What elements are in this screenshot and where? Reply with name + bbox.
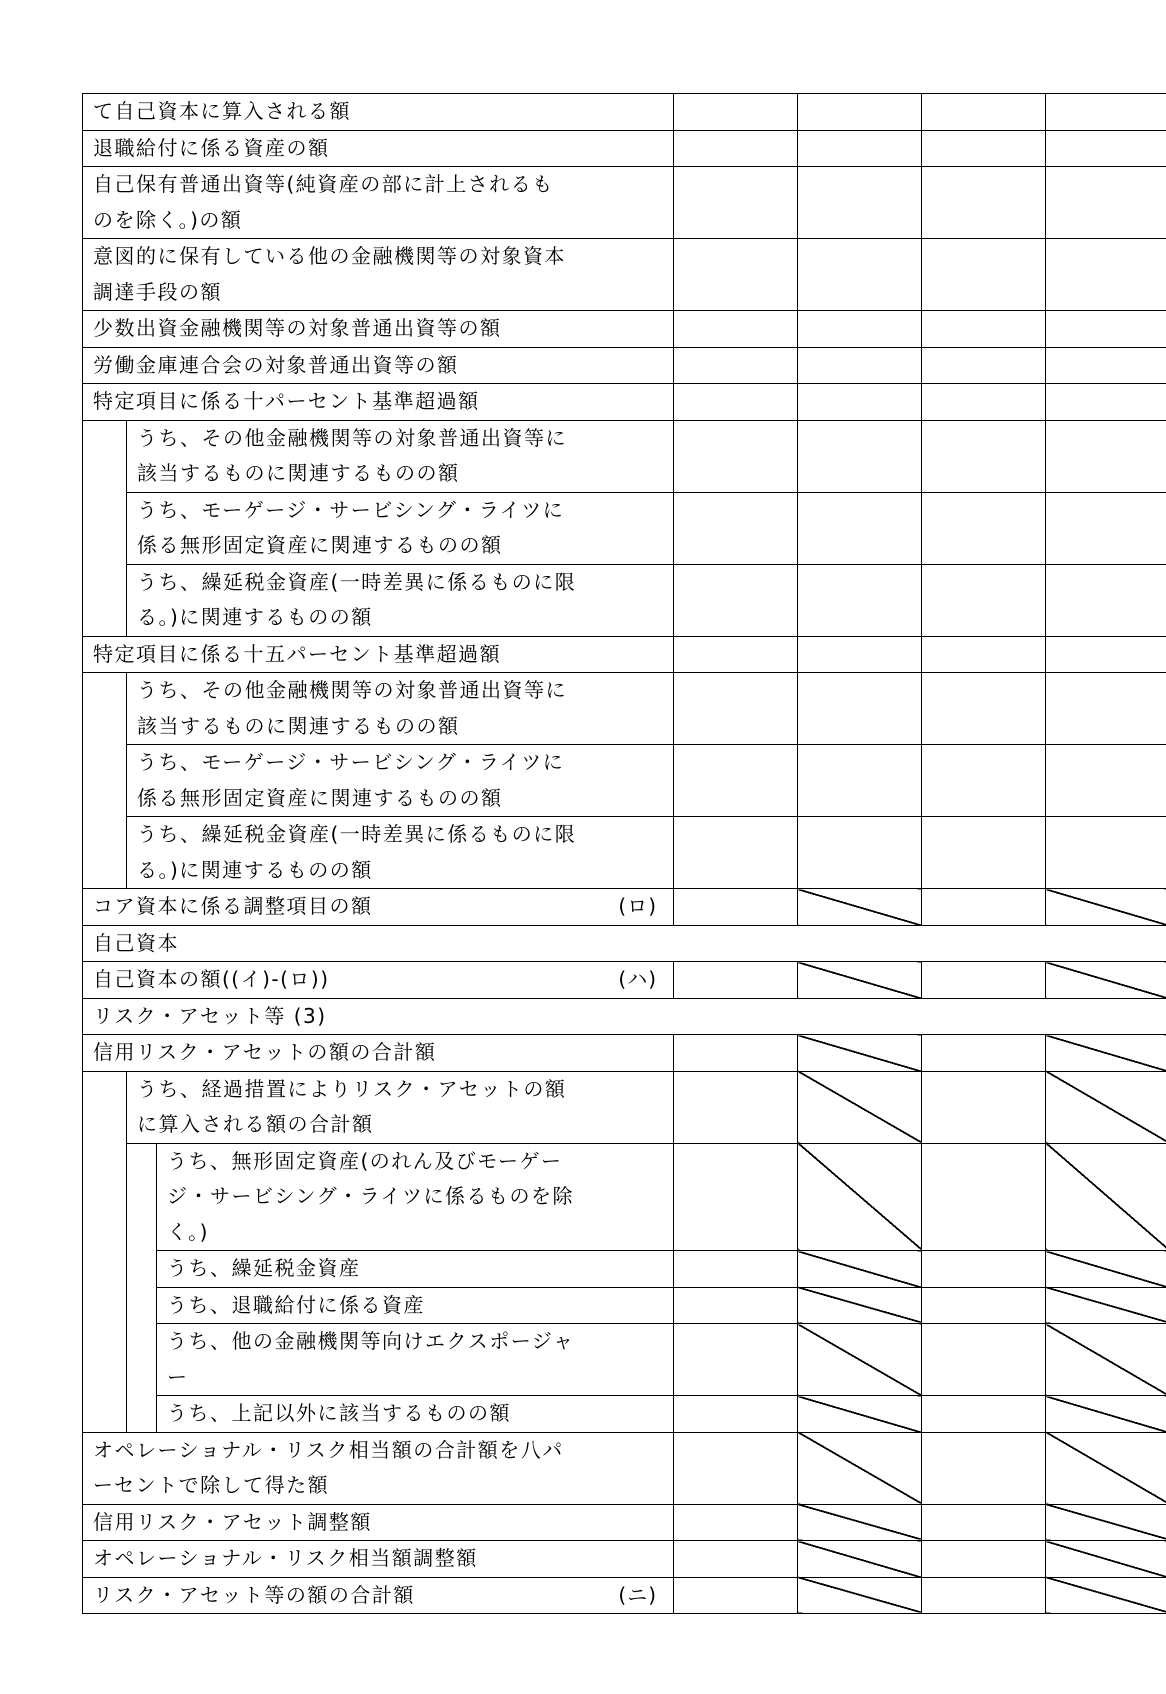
value-cell[interactable] (674, 1504, 798, 1541)
table-row (83, 384, 1166, 421)
value-cell-crossed (798, 1035, 922, 1072)
value-cell[interactable] (798, 311, 922, 348)
table-row (83, 94, 1166, 131)
value-cell[interactable] (922, 1035, 1046, 1072)
value-cell[interactable] (674, 347, 798, 384)
table-row (83, 889, 1166, 926)
label-line: て自己資本に算入される額 (93, 99, 351, 123)
value-cell[interactable] (674, 1432, 798, 1504)
label-line: 退職給付に係る資産の額 (93, 135, 330, 160)
value-cell[interactable] (798, 745, 922, 817)
label-line: リスク・アセット等の額の合計額 (ニ) (93, 1578, 669, 1614)
row-label (83, 384, 674, 421)
value-cell[interactable] (798, 94, 922, 131)
label-line: る。)に関連するものの額 (137, 605, 373, 629)
value-cell-crossed (798, 1324, 922, 1396)
label-line: 自己資本の額((イ)-(ロ)) (ハ) (93, 962, 669, 998)
value-cell[interactable] (1046, 239, 1166, 311)
row-label (83, 889, 674, 926)
value-cell[interactable] (922, 564, 1046, 636)
row-label (157, 1251, 674, 1288)
value-cell[interactable] (922, 311, 1046, 348)
table-row (83, 420, 1166, 492)
label-line: コア資本に係る調整項目の額 (ロ) (93, 889, 669, 925)
table-row (83, 1143, 1166, 1251)
row-label (157, 1287, 674, 1324)
value-cell[interactable] (674, 1071, 798, 1143)
value-cell-crossed (798, 962, 922, 999)
row-label (157, 1396, 674, 1433)
value-cell-crossed (1046, 1071, 1166, 1143)
value-cell[interactable] (922, 1432, 1046, 1504)
value-cell[interactable] (922, 130, 1046, 167)
row-label (83, 347, 674, 384)
value-cell[interactable] (798, 420, 922, 492)
value-cell[interactable] (1046, 745, 1166, 817)
value-cell[interactable] (674, 1251, 798, 1288)
label-line: に算入される額の合計額 (137, 1112, 374, 1136)
value-cell[interactable] (674, 564, 798, 636)
label-line: のを除く。)の額 (93, 207, 243, 232)
row-label (83, 94, 674, 131)
value-cell-crossed (1046, 1577, 1166, 1614)
row-label (127, 564, 674, 636)
value-cell[interactable] (674, 167, 798, 239)
label-line: うち、他の金融機関等向けエクスポージャ (167, 1329, 575, 1353)
value-cell[interactable] (798, 492, 922, 564)
value-cell[interactable] (674, 636, 798, 673)
value-cell-crossed (1046, 1287, 1166, 1324)
value-cell[interactable] (674, 311, 798, 348)
table-row (83, 1071, 1166, 1143)
value-cell[interactable] (798, 239, 922, 311)
value-cell[interactable] (922, 636, 1046, 673)
value-cell[interactable] (1046, 311, 1166, 348)
value-cell[interactable] (922, 167, 1046, 239)
value-cell[interactable] (1046, 420, 1166, 492)
value-cell[interactable] (674, 962, 798, 999)
value-cell[interactable] (922, 1251, 1046, 1288)
table-row (83, 167, 1166, 239)
value-cell-crossed (1046, 1324, 1166, 1396)
label-line: く。) (167, 1219, 209, 1244)
label-line: 少数出資金融機関等の対象普通出資等の額 (93, 316, 502, 340)
value-cell[interactable] (1046, 167, 1166, 239)
value-cell[interactable] (922, 673, 1046, 745)
value-cell[interactable] (922, 347, 1046, 384)
value-cell-crossed (798, 1143, 922, 1251)
value-cell-crossed (798, 1432, 922, 1504)
table-row (83, 492, 1166, 564)
value-cell-crossed (1046, 1432, 1166, 1504)
row-tag: (ロ) (618, 894, 657, 918)
value-cell[interactable] (922, 817, 1046, 889)
value-cell-crossed (798, 1251, 922, 1288)
table-row (83, 998, 1166, 1035)
value-cell-crossed (798, 1287, 922, 1324)
label-line: うち、繰延税金資産(一時差異に係るものに限 (137, 569, 577, 594)
value-cell[interactable] (674, 1287, 798, 1324)
capital-adequacy-form-sheet (82, 93, 1086, 1614)
label-line: リスク・アセット等 (3) (93, 1003, 327, 1028)
label-line: 係る無形固定資産に関連するものの額 (137, 533, 503, 557)
row-label (127, 745, 674, 817)
value-cell[interactable] (798, 130, 922, 167)
value-cell[interactable] (922, 1541, 1046, 1578)
label-line: うち、退職給付に係る資産 (167, 1292, 425, 1317)
value-cell[interactable] (674, 1324, 798, 1396)
value-cell[interactable] (922, 745, 1046, 817)
table-row (83, 673, 1166, 745)
table-row (83, 311, 1166, 348)
table-row (83, 745, 1166, 817)
row-label (83, 925, 1166, 962)
table-row (83, 1251, 1166, 1288)
row-label (83, 311, 674, 348)
row-label (127, 420, 674, 492)
label-line: 自己資本 (93, 930, 179, 955)
value-cell[interactable] (674, 239, 798, 311)
row-label (83, 1504, 674, 1541)
label-line: ーセントで除して得た額 (93, 1473, 330, 1497)
label-line: うち、繰延税金資産 (167, 1256, 361, 1280)
label-line: うち、その他金融機関等の対象普通出資等に (137, 678, 567, 702)
value-cell-crossed (1046, 962, 1166, 999)
table-row (83, 1504, 1166, 1541)
value-cell-crossed (1046, 1035, 1166, 1072)
value-cell-crossed (1046, 889, 1166, 926)
value-cell[interactable] (674, 420, 798, 492)
label-line: オペレーショナル・リスク相当額の合計額を八パ (93, 1437, 564, 1462)
value-cell[interactable] (1046, 384, 1166, 421)
value-cell[interactable] (674, 745, 798, 817)
row-label (127, 817, 674, 889)
row-tag: (ニ) (618, 1582, 657, 1607)
row-label (157, 1143, 674, 1251)
value-cell[interactable] (922, 94, 1046, 131)
row-label (83, 1035, 674, 1072)
value-cell[interactable] (1046, 130, 1166, 167)
value-cell[interactable] (922, 962, 1046, 999)
value-cell[interactable] (1046, 817, 1166, 889)
table-row (83, 817, 1166, 889)
value-cell[interactable] (674, 673, 798, 745)
value-cell[interactable] (922, 1287, 1046, 1324)
row-label (157, 1324, 674, 1396)
table-row (83, 962, 1166, 999)
value-cell-crossed (1046, 1504, 1166, 1541)
value-cell-crossed (1046, 1541, 1166, 1578)
row-label (127, 492, 674, 564)
label-line: 特定項目に係る十パーセント基準超過額 (93, 389, 480, 413)
row-label (83, 130, 674, 167)
table-row (83, 925, 1166, 962)
table-row (83, 347, 1166, 384)
table-row (83, 564, 1166, 636)
value-cell[interactable] (922, 239, 1046, 311)
row-label (127, 673, 674, 745)
value-cell[interactable] (674, 1143, 798, 1251)
indent-cell (127, 1143, 157, 1432)
label-line: うち、無形固定資産(のれん及びモーゲー (167, 1148, 563, 1173)
label-line: 特定項目に係る十五パーセント基準超過額 (93, 641, 502, 666)
value-cell[interactable] (922, 1577, 1046, 1614)
label-line: ジ・サービシング・ライツに係るものを除 (167, 1184, 574, 1208)
value-cell[interactable] (922, 889, 1046, 926)
table-row (83, 1324, 1166, 1396)
table-row (83, 239, 1166, 311)
value-cell[interactable] (674, 1541, 798, 1578)
value-cell[interactable] (922, 1396, 1046, 1433)
value-cell[interactable] (1046, 564, 1166, 636)
value-cell[interactable] (1046, 347, 1166, 384)
label-line: ー (167, 1364, 189, 1389)
value-cell[interactable] (922, 1143, 1046, 1251)
label-line: うち、上記以外に該当するものの額 (167, 1401, 511, 1425)
value-cell[interactable] (922, 420, 1046, 492)
value-cell[interactable] (798, 673, 922, 745)
value-cell[interactable] (674, 492, 798, 564)
value-cell-crossed (798, 889, 922, 926)
value-cell[interactable] (674, 94, 798, 131)
value-cell[interactable] (922, 1071, 1046, 1143)
value-cell[interactable] (674, 889, 798, 926)
table-row (83, 1577, 1166, 1614)
table-row (83, 1035, 1166, 1072)
label-line: うち、モーゲージ・サービシング・ライツに (137, 497, 565, 522)
value-cell-crossed (798, 1577, 922, 1614)
indent-cell (83, 1071, 127, 1432)
label-line: 信用リスク・アセット調整額 (93, 1509, 372, 1534)
table-row (83, 130, 1166, 167)
label-line: うち、繰延税金資産(一時差異に係るものに限 (137, 822, 577, 846)
row-label (83, 962, 674, 999)
row-label (83, 636, 674, 673)
row-label (83, 1541, 674, 1578)
label-line: 該当するものに関連するものの額 (137, 713, 460, 738)
value-cell[interactable] (674, 1396, 798, 1433)
row-label (127, 1071, 674, 1143)
label-line: 調達手段の額 (93, 279, 222, 304)
value-cell-crossed (1046, 1251, 1166, 1288)
table-row (83, 1541, 1166, 1578)
row-label (83, 998, 1166, 1035)
value-cell[interactable] (798, 636, 922, 673)
table-body (83, 94, 1166, 1614)
value-cell[interactable] (922, 1324, 1046, 1396)
value-cell[interactable] (922, 492, 1046, 564)
row-tag: (ハ) (618, 967, 657, 991)
value-cell[interactable] (798, 384, 922, 421)
label-line: オペレーショナル・リスク相当額調整額 (93, 1546, 478, 1570)
value-cell[interactable] (674, 130, 798, 167)
table-row (83, 1432, 1166, 1504)
label-line: うち、その他金融機関等の対象普通出資等に (137, 425, 567, 450)
value-cell[interactable] (674, 384, 798, 421)
value-cell[interactable] (798, 347, 922, 384)
value-cell[interactable] (674, 1577, 798, 1614)
value-cell-crossed (798, 1541, 922, 1578)
value-cell-crossed (798, 1504, 922, 1541)
value-cell[interactable] (1046, 636, 1166, 673)
value-cell[interactable] (798, 564, 922, 636)
value-cell[interactable] (798, 167, 922, 239)
row-label (83, 239, 674, 311)
value-cell[interactable] (674, 817, 798, 889)
row-label (83, 1432, 674, 1504)
value-cell-crossed (798, 1071, 922, 1143)
label-line: る。)に関連するものの額 (137, 857, 373, 882)
label-line: 自己保有普通出資等(純資産の部に計上されるも (93, 172, 554, 196)
value-cell[interactable] (922, 1504, 1046, 1541)
label-line: 該当するものに関連するものの額 (137, 461, 460, 485)
label-line: うち、経過措置によりリスク・アセットの額 (137, 1076, 567, 1101)
value-cell[interactable] (1046, 492, 1166, 564)
indent-cell (83, 420, 127, 636)
value-cell[interactable] (798, 817, 922, 889)
row-label (83, 167, 674, 239)
indent-cell (83, 673, 127, 889)
label-line: 労働金庫連合会の対象普通出資等の額 (93, 352, 459, 377)
value-cell-crossed (1046, 1396, 1166, 1433)
value-cell[interactable] (674, 1035, 798, 1072)
value-cell[interactable] (1046, 673, 1166, 745)
label-line: 信用リスク・アセットの額の合計額 (93, 1040, 437, 1064)
table-row (83, 1396, 1166, 1433)
table-row (83, 1287, 1166, 1324)
capital-adequacy-table (82, 93, 1166, 1614)
value-cell-crossed (1046, 1143, 1166, 1251)
label-line: 係る無形固定資産に関連するものの額 (137, 785, 503, 810)
label-line: うち、モーゲージ・サービシング・ライツに (137, 750, 565, 774)
value-cell-crossed (798, 1396, 922, 1433)
row-label (83, 1577, 674, 1614)
value-cell[interactable] (922, 384, 1046, 421)
table-row (83, 636, 1166, 673)
value-cell[interactable] (1046, 94, 1166, 131)
label-line: 意図的に保有している他の金融機関等の対象資本 (93, 244, 566, 268)
